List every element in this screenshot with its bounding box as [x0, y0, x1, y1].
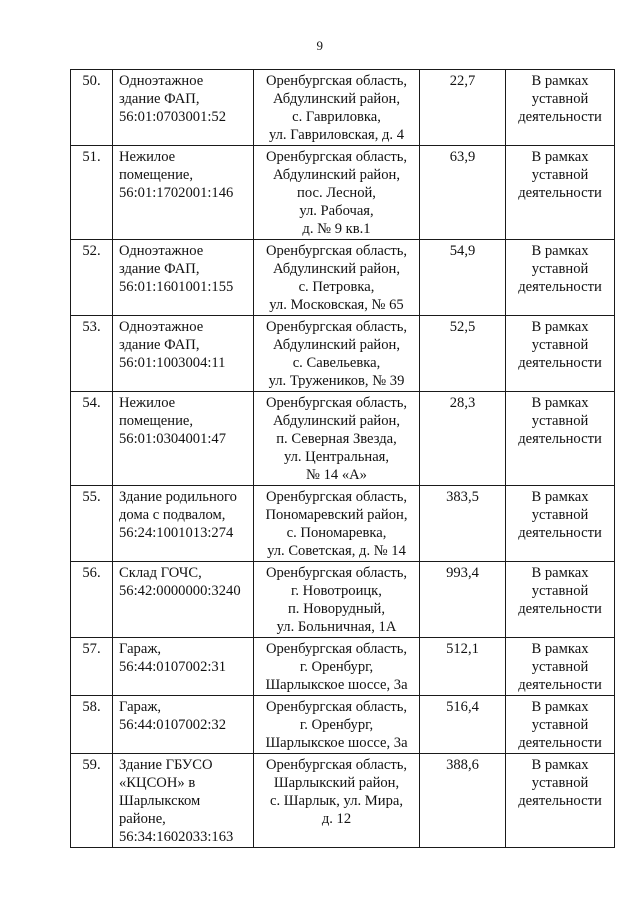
address-line: ул. Центральная,: [283, 449, 390, 465]
object-name-cell: [113, 392, 254, 486]
object-name-line: помещение,: [119, 413, 194, 429]
page-number: 9: [316, 38, 324, 53]
table-row: [71, 562, 615, 638]
address-line: Оренбургская область,: [265, 319, 408, 335]
address-line: Пономаревский район,: [265, 507, 408, 523]
address-line: ул. Тружеников, № 39: [268, 373, 405, 389]
area-cell: 28,3: [420, 392, 506, 486]
address-line: с. Петровка,: [298, 279, 375, 295]
object-name-line: 56:34:1602033:163: [119, 829, 234, 845]
address-line: Оренбургская область,: [265, 489, 408, 505]
address-line: Абдулинский район,: [272, 413, 401, 429]
usage-basis-line: В рамках: [531, 395, 589, 411]
object-name-line: Гараж,: [119, 699, 162, 715]
usage-basis-line: уставной: [531, 337, 589, 353]
usage-basis-line: В рамках: [531, 641, 589, 657]
usage-basis-line: деятельности: [518, 793, 602, 809]
usage-basis-line: В рамках: [531, 699, 589, 715]
object-name-line: Здание ГБУСО: [119, 757, 213, 773]
address-line: Абдулинский район,: [272, 261, 401, 277]
address-cell: [254, 562, 420, 638]
address-line: с. Гавриловка,: [292, 109, 381, 125]
usage-basis-line: уставной: [531, 775, 589, 791]
usage-basis-line: В рамках: [531, 73, 589, 89]
address-cell: [254, 696, 420, 754]
usage-basis-cell: [506, 240, 615, 316]
usage-basis-line: уставной: [531, 167, 589, 183]
address-cell: [254, 392, 420, 486]
usage-basis-line: В рамках: [531, 243, 589, 259]
address-line: Оренбургская область,: [265, 395, 408, 411]
table-row: [71, 316, 615, 392]
usage-basis-line: деятельности: [518, 525, 602, 541]
object-name-line: дома с подвалом,: [119, 507, 226, 523]
usage-basis-line: уставной: [531, 717, 589, 733]
address-line: д. № 9 кв.1: [302, 221, 371, 237]
object-name-line: Одноэтажное: [119, 319, 204, 335]
address-line: Шарлыкский район,: [273, 775, 400, 791]
address-line: г. Новотроицк,: [291, 583, 382, 599]
usage-basis-cell: [506, 696, 615, 754]
object-name-line: 56:01:1601001:155: [119, 279, 234, 295]
address-line: г. Оренбург,: [299, 659, 374, 675]
table-row: [71, 70, 615, 146]
usage-basis-line: деятельности: [518, 735, 602, 751]
table-row: [71, 240, 615, 316]
address-line: ул. Советская, д. № 14: [267, 543, 406, 559]
object-name-line: Склад ГОЧС,: [119, 565, 202, 581]
address-line: Оренбургская область,: [265, 243, 408, 259]
object-name-line: 56:01:1702001:146: [119, 185, 234, 201]
address-line: № 14 «А»: [306, 467, 367, 483]
table-row: [71, 696, 615, 754]
address-line: пос. Лесной,: [297, 185, 376, 201]
object-name-line: 56:44:0107002:32: [119, 717, 227, 733]
object-name-line: помещение,: [119, 167, 194, 183]
object-name-line: здание ФАП,: [119, 91, 200, 107]
area-cell: 383,5: [420, 486, 506, 562]
object-name-line: 56:44:0107002:31: [119, 659, 227, 675]
usage-basis-cell: [506, 638, 615, 696]
address-line: Оренбургская область,: [265, 565, 408, 581]
address-cell: [254, 70, 420, 146]
object-name-line: Нежилое: [119, 395, 176, 411]
row-number-cell: 58.: [71, 696, 113, 754]
usage-basis-line: деятельности: [518, 109, 602, 125]
address-line: с. Пономаревка,: [286, 525, 387, 541]
area-cell: 512,1: [420, 638, 506, 696]
table-row: [71, 146, 615, 240]
usage-basis-cell: [506, 70, 615, 146]
address-line: Оренбургская область,: [265, 641, 408, 657]
object-name-line: 56:01:0703001:52: [119, 109, 227, 125]
usage-basis-line: деятельности: [518, 431, 602, 447]
address-line: д. 12: [321, 811, 352, 827]
address-line: ул. Больничная, 1А: [276, 619, 397, 635]
address-cell: [254, 240, 420, 316]
object-name-line: здание ФАП,: [119, 337, 200, 353]
object-name-cell: [113, 562, 254, 638]
address-line: Оренбургская область,: [265, 699, 408, 715]
area-cell: 388,6: [420, 754, 506, 848]
usage-basis-cell: [506, 146, 615, 240]
row-number-cell: 50.: [71, 70, 113, 146]
address-line: ул. Московская, № 65: [269, 297, 404, 313]
address-line: Абдулинский район,: [272, 91, 401, 107]
address-line: ул. Гавриловская, д. 4: [268, 127, 405, 143]
object-name-line: «КЦСОН» в: [119, 775, 196, 791]
address-line: Оренбургская область,: [265, 73, 408, 89]
address-line: с. Савельевка,: [292, 355, 381, 371]
usage-basis-line: уставной: [531, 91, 589, 107]
object-name-line: Нежилое: [119, 149, 176, 165]
address-line: Оренбургская область,: [265, 149, 408, 165]
object-name-cell: [113, 696, 254, 754]
usage-basis-line: деятельности: [518, 677, 602, 693]
usage-basis-line: уставной: [531, 583, 589, 599]
object-name-line: районе,: [119, 811, 166, 827]
usage-basis-cell: [506, 754, 615, 848]
usage-basis-line: В рамках: [531, 489, 589, 505]
table-row: [71, 486, 615, 562]
row-number-cell: 57.: [71, 638, 113, 696]
registry-table-body: [71, 70, 615, 848]
object-name-line: здание ФАП,: [119, 261, 200, 277]
object-name-cell: [113, 316, 254, 392]
usage-basis-line: В рамках: [531, 565, 589, 581]
area-cell: 993,4: [420, 562, 506, 638]
area-cell: 63,9: [420, 146, 506, 240]
address-line: Шарлыкское шоссе, 3а: [265, 735, 408, 751]
table-row: [71, 638, 615, 696]
address-cell: [254, 316, 420, 392]
address-cell: [254, 638, 420, 696]
usage-basis-line: деятельности: [518, 185, 602, 201]
area-cell: 52,5: [420, 316, 506, 392]
area-cell: 22,7: [420, 70, 506, 146]
object-name-line: Гараж,: [119, 641, 162, 657]
usage-basis-line: уставной: [531, 261, 589, 277]
usage-basis-line: В рамках: [531, 757, 589, 773]
usage-basis-line: деятельности: [518, 279, 602, 295]
address-line: Шарлыкское шоссе, 3а: [265, 677, 408, 693]
object-name-line: Здание родильного: [119, 489, 237, 505]
object-name-line: 56:24:1001013:274: [119, 525, 234, 541]
property-registry-table: [70, 69, 615, 848]
row-number-cell: 53.: [71, 316, 113, 392]
usage-basis-cell: [506, 392, 615, 486]
row-number-cell: 55.: [71, 486, 113, 562]
address-line: ул. Рабочая,: [299, 203, 374, 219]
row-number-cell: 54.: [71, 392, 113, 486]
row-number-cell: 59.: [71, 754, 113, 848]
object-name-line: 56:01:0304001:47: [119, 431, 227, 447]
row-number-cell: 56.: [71, 562, 113, 638]
address-cell: [254, 146, 420, 240]
object-name-cell: [113, 70, 254, 146]
area-cell: 54,9: [420, 240, 506, 316]
usage-basis-line: В рамках: [531, 149, 589, 165]
usage-basis-cell: [506, 486, 615, 562]
usage-basis-cell: [506, 316, 615, 392]
object-name-line: Шарлыкском: [119, 793, 201, 809]
row-number-cell: 51.: [71, 146, 113, 240]
object-name-cell: [113, 146, 254, 240]
usage-basis-line: уставной: [531, 507, 589, 523]
usage-basis-line: В рамках: [531, 319, 589, 335]
object-name-line: 56:42:0000000:3240: [119, 583, 241, 599]
object-name-cell: [113, 240, 254, 316]
usage-basis-line: уставной: [531, 413, 589, 429]
object-name-line: Одноэтажное: [119, 243, 204, 259]
object-name-line: Одноэтажное: [119, 73, 204, 89]
address-cell: [254, 754, 420, 848]
address-line: Абдулинский район,: [272, 167, 401, 183]
object-name-line: 56:01:1003004:11: [119, 355, 226, 371]
address-cell: [254, 486, 420, 562]
address-line: п. Новорудный,: [287, 601, 385, 617]
object-name-cell: [113, 754, 254, 848]
area-cell: 516,4: [420, 696, 506, 754]
row-number-cell: 52.: [71, 240, 113, 316]
object-name-cell: [113, 638, 254, 696]
address-line: Оренбургская область,: [265, 757, 408, 773]
usage-basis-line: деятельности: [518, 355, 602, 371]
address-line: г. Оренбург,: [299, 717, 374, 733]
address-line: Абдулинский район,: [272, 337, 401, 353]
table-row: [71, 392, 615, 486]
object-name-cell: [113, 486, 254, 562]
address-line: п. Северная Звезда,: [276, 431, 397, 447]
usage-basis-line: уставной: [531, 659, 589, 675]
address-line: с. Шарлык, ул. Мира,: [270, 793, 403, 809]
usage-basis-cell: [506, 562, 615, 638]
usage-basis-line: деятельности: [518, 601, 602, 617]
table-row: [71, 754, 615, 848]
